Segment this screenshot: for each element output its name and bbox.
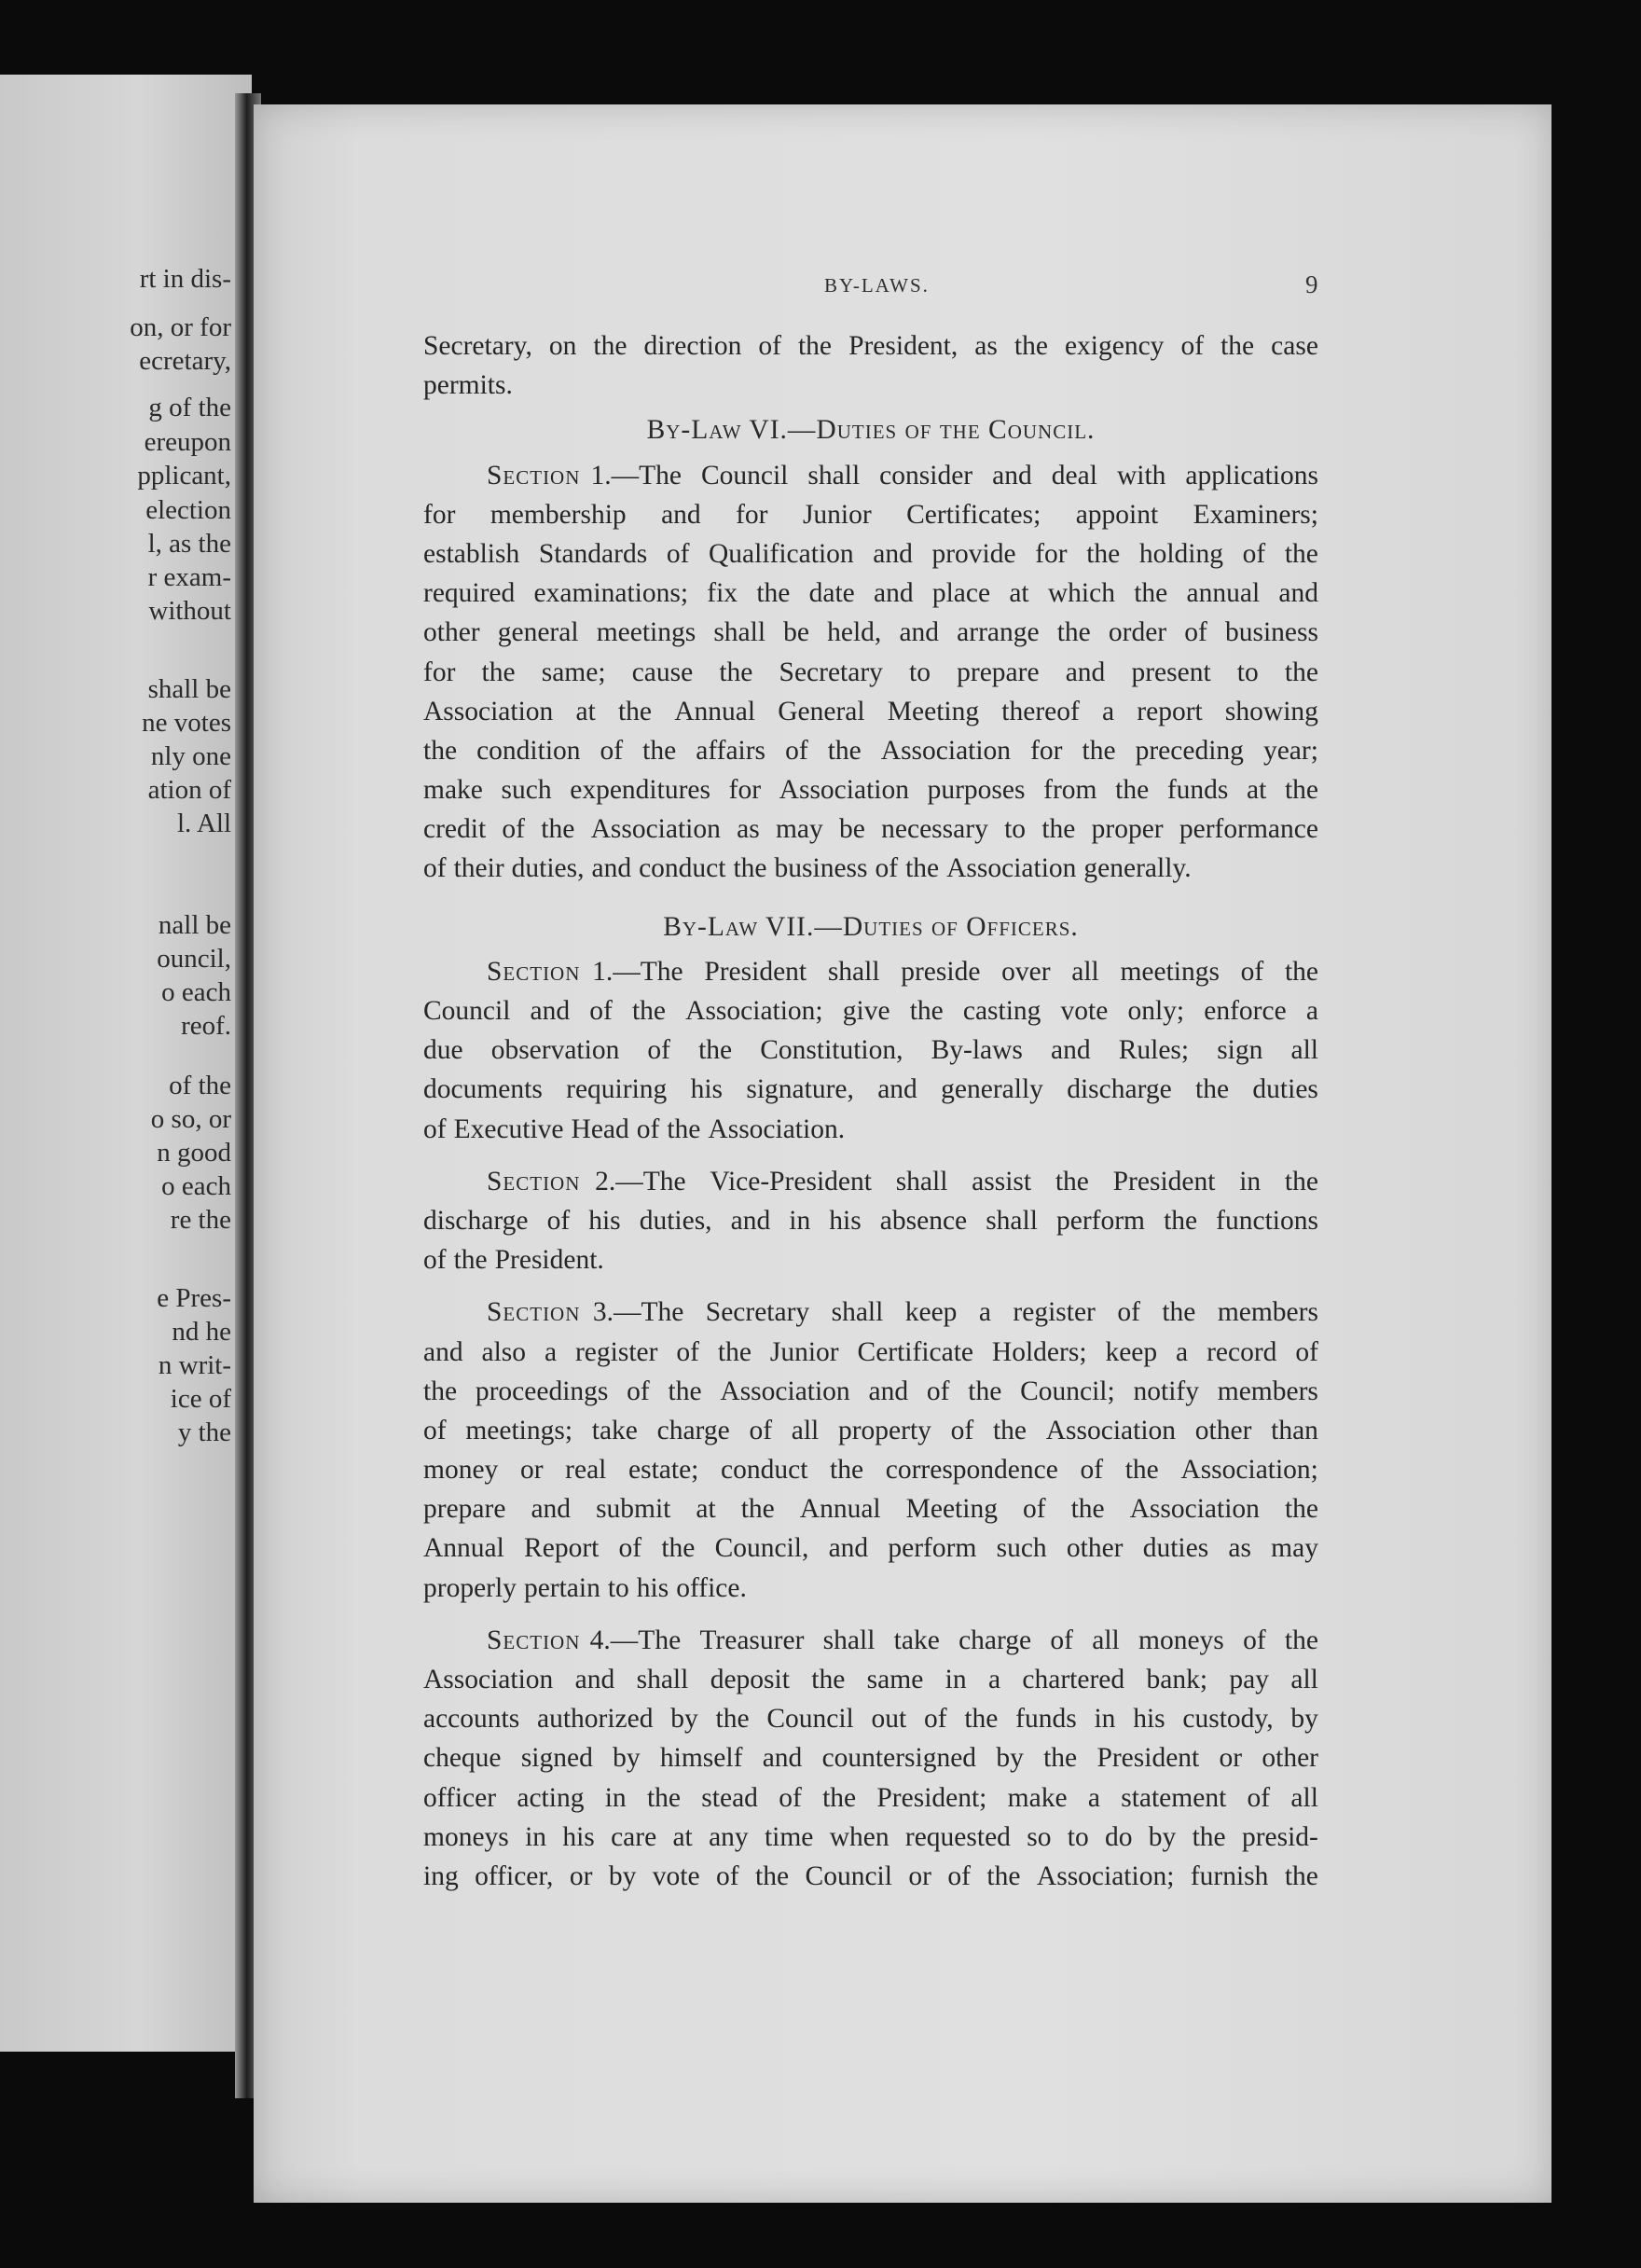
text-line: cheque signed by himself and countersigned by the President or other [423, 1743, 1318, 1774]
text-line: Section 4.—The Treasurer shall take charge of all moneys of the [487, 1625, 1318, 1655]
page-body [423, 326, 1318, 1896]
text-line: prepare and submit at the Annual Meeting of the Association the [423, 1494, 1318, 1525]
bylaw-7-heading: By-Law VII.—Duties of Officers. [663, 911, 1079, 942]
page-header [254, 270, 1551, 311]
left-page-fragment: g of the [148, 393, 231, 422]
left-page-fragment: of the [169, 1071, 231, 1100]
left-page-fragment: without [148, 596, 231, 626]
left-page-fragment: ecretary, [139, 346, 231, 376]
text-line: Section 1.—The President shall preside over all meetings of the [487, 956, 1318, 987]
text-line: due observation of the Constitution, By-laws and Rules; sign all [423, 1035, 1318, 1066]
text-line: Section 2.—The Vice-President shall assist the President in the [487, 1166, 1318, 1196]
bylaw-6-heading: By-Law VI.—Duties of the Council. [646, 415, 1096, 446]
left-page-fragment: o each [161, 1171, 231, 1201]
text-line: of Executive Head of the Association. [423, 1113, 846, 1144]
left-page-fragment: reof. [181, 1011, 231, 1041]
left-page-fragment: ereupon [144, 427, 231, 457]
text-line: properly pertain to his office. [423, 1572, 747, 1603]
left-page-fragment: nd he [172, 1317, 231, 1347]
text-line: make such expenditures for Association purposes from the funds at the [423, 775, 1318, 806]
text-line: for membership and for Junior Certificates; appoint Examiners; [423, 499, 1318, 530]
text-line: other general meetings shall be held, and arrange the order of business [423, 617, 1318, 648]
text-line: accounts authorized by the Council out of the funds in his custody, by [423, 1704, 1318, 1735]
text-line: credit of the Association as may be necessary to the proper performance [423, 814, 1318, 845]
left-page-fragment: ouncil, [157, 944, 231, 974]
bylaw-7-section-1 [423, 952, 1318, 1149]
left-page-fragment: ne votes [142, 708, 231, 738]
left-page-fragment: e Pres- [157, 1283, 231, 1313]
text-line: Secretary, on the direction of the President, as the exigency of the case [423, 331, 1318, 361]
text-line: Annual Report of the Council, and perform such other duties as may [423, 1533, 1318, 1564]
left-page-fragment: nall be [158, 910, 231, 940]
left-page-fragment: ation of [147, 775, 231, 805]
page-number: 9 [1305, 270, 1318, 298]
text-line: ing officer, or by vote of the Council or of the Association; furnish the [423, 1860, 1318, 1891]
bylaw-7-section-3 [423, 1293, 1318, 1608]
text-line: the condition of the affairs of the Association for the preceding year; [423, 735, 1318, 766]
text-line: Section 1.—The Council shall consider and deal with applications [487, 460, 1318, 491]
bylaw-7-section-2 [423, 1162, 1318, 1280]
left-page-fragment: election [145, 495, 231, 525]
left-page-fragment: shall be [147, 674, 231, 704]
text-line: Section 3.—The Secretary shall keep a register of the members [487, 1297, 1318, 1328]
left-page-fragment: r exam- [147, 562, 231, 592]
text-line: moneys in his care at any time when requested so to do by the presid- [423, 1821, 1318, 1852]
text-line: discharge of his duties, and in his absence shall perform the functions [423, 1205, 1318, 1236]
text-line: the proceedings of the Association and of the Council; notify members [423, 1376, 1318, 1406]
intro-paragraph [423, 326, 1318, 405]
left-page-fragment: n writ- [158, 1350, 231, 1380]
text-line: of the President. [423, 1245, 604, 1276]
text-line: officer acting in the stead of the President; make a statement of all [423, 1782, 1318, 1813]
right-page [254, 104, 1551, 2203]
left-page-fragment: nly one [150, 741, 231, 771]
text-line: permits. [423, 370, 513, 401]
text-line: of their duties, and conduct the business of the Association generally. [423, 853, 1192, 884]
left-page-fragment: o each [161, 977, 231, 1007]
left-page-fragment: on, or for [130, 312, 231, 342]
text-line: establish Standards of Qualification and provide for the holding of the [423, 538, 1318, 569]
left-page-fragment: ice of [170, 1384, 231, 1414]
left-page-fragment: n good [157, 1138, 231, 1168]
text-line: money or real estate; conduct the correspondence of the Association; [423, 1455, 1318, 1486]
bylaw-6-section-1 [423, 456, 1318, 889]
text-line: Council and of the Association; give the casting vote only; enforce a [423, 996, 1318, 1026]
text-line: of meetings; take charge of all property of the Association other than [423, 1415, 1318, 1445]
text-line: Association at the Annual General Meeting thereof a report showing [423, 696, 1318, 726]
running-head: BY-LAWS. [824, 274, 930, 297]
text-line: for the same; cause the Secretary to prepare and present to the [423, 657, 1318, 687]
left-page-fragment: re the [170, 1205, 231, 1235]
left-page-fragment: o so, or [150, 1104, 231, 1134]
left-page-fragment: l. All [176, 809, 231, 838]
text-line: Association and shall deposit the same in a chartered bank; pay all [423, 1665, 1318, 1694]
text-line: required examinations; fix the date and place at which the annual and [423, 578, 1318, 609]
left-page-fragment: rt in dis- [139, 264, 231, 294]
text-line: documents requiring his signature, and generally discharge the duties [423, 1074, 1318, 1105]
left-page-fragment: pplicant, [137, 461, 231, 491]
bylaw-7-section-4 [423, 1621, 1318, 1896]
left-facing-page [0, 75, 252, 2052]
left-page-fragment: l, as the [147, 529, 231, 559]
left-page-fragment: y the [177, 1418, 231, 1447]
text-line: and also a register of the Junior Certificate Holders; keep a record of [423, 1336, 1318, 1367]
